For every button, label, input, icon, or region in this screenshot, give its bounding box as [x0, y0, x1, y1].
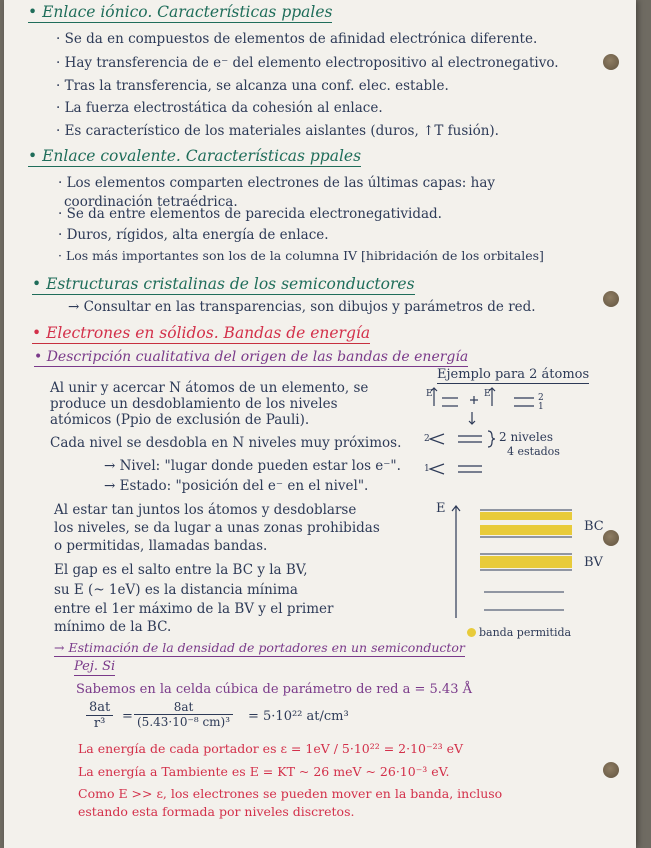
estructuras-item: → Consultar en las transparencias, son dibujos y parámetros de red.	[68, 299, 536, 315]
fraction-denominator: (5.43·10⁻⁸ cm)³	[137, 715, 231, 729]
ionico-item: · Es característico de los materiales aislantes (duros, ↑T fusión).	[56, 123, 499, 139]
density-result: = 5·10²² at/cm³	[248, 709, 349, 724]
fraction-lattice-volume	[134, 700, 233, 729]
estimacion-line: Sabemos en la celda cúbica de parámetro de red a = 5.43 Å	[76, 682, 472, 697]
descripcion-line: → Estado: "posición del e⁻ en el nivel".	[104, 478, 369, 494]
level-label: 1	[424, 464, 430, 474]
band-legend-label: banda permitida	[479, 626, 572, 639]
descripcion-line: o permitidas, llamadas bandas.	[54, 538, 268, 554]
fraction-denominator: r³	[93, 716, 106, 731]
covalente-item: · Los elementos comparten electrones de las últimas capas: hay	[58, 175, 496, 191]
descripcion-line: entre el 1er máximo de la BV y el primer	[54, 601, 334, 617]
energy-line: La energía a Tambiente es E = KT ~ 26 meV ~ 26·10⁻³ eV.	[78, 764, 450, 779]
band-axis-label: E	[436, 501, 446, 516]
band-bv	[480, 556, 572, 568]
heading-electrones-solidos: • Electrones en sólidos. Bandas de energía	[32, 324, 371, 342]
axis-e-label: E	[426, 389, 433, 399]
descripcion-line: Cada nivel se desdobla en N niveles muy próximos.	[50, 435, 402, 451]
heading-estimacion: → Estimación de la densidad de portadores en un semiconductor	[54, 640, 465, 655]
fraction-numerator: 8at	[86, 700, 113, 716]
heading-descripcion-cualitativa: • Descripción cualitativa del origen de las bandas de energía	[34, 349, 469, 365]
ionico-item: · Hay transferencia de e⁻ del elemento electropositivo al electronegativo.	[56, 55, 559, 71]
ionico-item: · Se da en compuestos de elementos de afinidad electrónica diferente.	[56, 31, 538, 47]
energy-line: Como E >> ε, los electrones se pueden mover en la banda, incluso	[78, 786, 503, 801]
level-label: 2	[424, 434, 430, 444]
heading-enlace-ionico: • Enlace iónico. Características ppales	[28, 3, 333, 21]
descripcion-line: los niveles, se da lugar a unas zonas prohibidas	[54, 520, 380, 536]
heading-estructuras-cristalinas: • Estructuras cristalinas de los semiconductores	[32, 275, 415, 293]
band-bc-upper	[480, 512, 572, 520]
covalente-item: · Se da entre elementos de parecida electronegatividad.	[58, 206, 442, 222]
descripcion-line: mínimo de la BC.	[54, 619, 172, 635]
axis-e-label: E	[484, 389, 491, 399]
fraction-numerator: 8at	[134, 700, 233, 715]
notebook-page	[4, 0, 636, 848]
covalente-item: · Los más importantes son los de la columna IV [hibridación de los orbitales]	[58, 248, 544, 263]
level-label: 1	[538, 402, 544, 412]
levels-note: 2 niveles	[499, 430, 553, 444]
descripcion-line: → Nivel: "lugar donde pueden estar los e⁻".	[104, 458, 401, 474]
covalente-item: · Duros, rígidos, alta energía de enlace.	[58, 227, 329, 243]
descripcion-line: produce un desdoblamiento de los niveles	[50, 396, 338, 412]
band-bv-label: BV	[584, 555, 603, 570]
fraction-at-per-r3	[86, 700, 113, 731]
equals-sign: =	[122, 709, 133, 724]
energy-line: La energía de cada portador es ε = 1eV / 5·10²² = 2·10⁻²³ eV	[78, 741, 464, 756]
ionico-item: · La fuerza electrostática da cohesión al enlace.	[56, 100, 383, 116]
binder-hole	[603, 54, 619, 70]
band-legend-swatch	[467, 628, 476, 637]
covalente-item: coordinación tetraédrica.	[64, 194, 238, 210]
descripcion-line: El gap es el salto entre la BC y la BV,	[54, 562, 308, 578]
level-label: 2	[538, 393, 544, 403]
descripcion-line: su E (~ 1eV) es la distancia mínima	[54, 582, 298, 598]
heading-enlace-covalente: • Enlace covalente. Características ppales	[28, 147, 362, 165]
band-bc	[480, 525, 572, 535]
band-bc-label: BC	[584, 519, 604, 534]
energy-line: estando esta formada por niveles discretos.	[78, 804, 355, 819]
descripcion-line: Al unir y acercar N átomos de un elemento, se	[50, 380, 369, 396]
ionico-item: · Tras la transferencia, se alcanza una conf. elec. estable.	[56, 78, 449, 94]
descripcion-line: Al estar tan juntos los átomos y desdoblarse	[54, 502, 357, 518]
binder-hole	[603, 762, 619, 778]
example-title: Ejemplo para 2 átomos	[437, 367, 590, 382]
descripcion-line: atómicos (Ppio de exclusión de Pauli).	[50, 412, 310, 428]
band-diagram	[434, 500, 624, 630]
states-note: 4 estados	[507, 445, 560, 458]
subheading-ejemplo-si: Pej. Si	[74, 659, 116, 674]
binder-hole	[603, 291, 619, 307]
